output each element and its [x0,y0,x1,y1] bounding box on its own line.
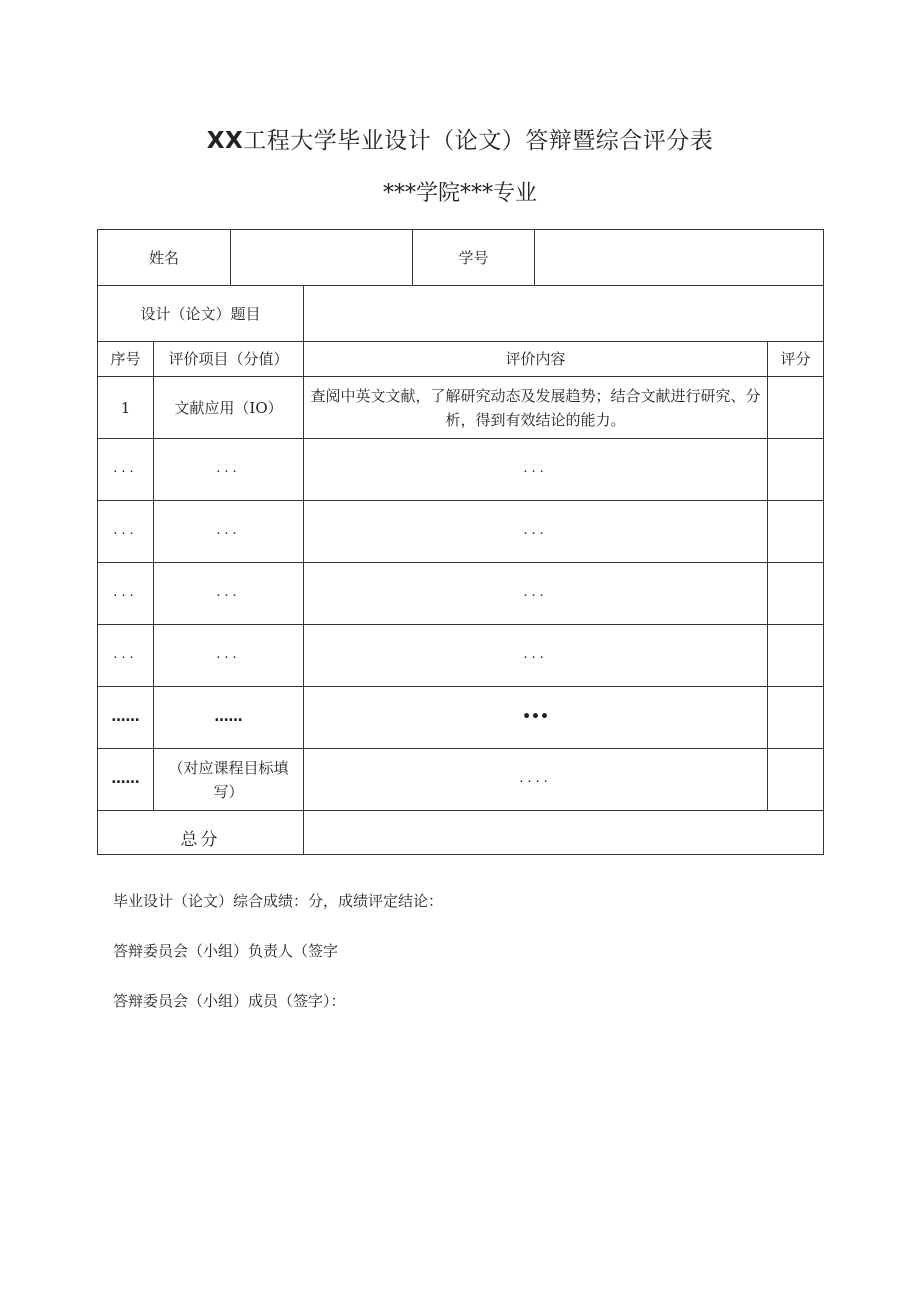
row-content: ... [304,439,768,501]
committee-head-signature-line: 答辩委员会（小组）负责人（签字 [113,942,339,960]
row-item: ... [154,625,304,687]
row-score-cell[interactable] [768,625,824,687]
topic-row [98,286,824,342]
row-number: ... [98,501,154,563]
row-score-cell[interactable] [768,563,824,625]
column-header-row [98,342,824,377]
row-item: （对应课程目标填写） [154,749,304,811]
title-text: 工程大学毕业设计（论文）答辩暨综合评分表 [243,128,714,154]
row-number: …… [98,687,154,749]
comprehensive-score-line: 毕业设计（论文）综合成绩：分，成绩评定结论： [113,892,444,910]
row-item: …… [154,687,304,749]
table-row [98,687,824,749]
header-score: 评分 [768,342,824,377]
topic-label: 设计（论文）题目 [98,286,304,342]
topic-value-cell[interactable] [304,286,824,342]
row-number: 1 [98,377,154,439]
row-number: ... [98,563,154,625]
score-table [97,229,824,855]
row-content: ••• [304,687,768,749]
row-number: …… [98,749,154,811]
table-row [98,377,824,439]
table-row [98,439,824,501]
header-item: 评价项目（分值） [154,342,304,377]
row-item: ... [154,439,304,501]
header-number: 序号 [98,342,154,377]
row-content: ... [304,501,768,563]
row-content: ... [304,563,768,625]
row-score-cell[interactable] [768,377,824,439]
student-info-row [98,230,824,286]
row-score-cell[interactable] [768,687,824,749]
row-content: ... [304,625,768,687]
row-content: .... [304,749,768,811]
name-value-cell[interactable] [231,230,413,286]
total-label: 总分 [98,811,304,855]
table-row [98,625,824,687]
row-score-cell[interactable] [768,501,824,563]
committee-members-signature-line: 答辩委员会（小组）成员（签字）： [113,992,346,1010]
header-content: 评价内容 [304,342,768,377]
total-value-cell[interactable] [304,811,824,855]
name-label: 姓名 [98,230,231,286]
page-title [0,122,920,155]
total-row [98,811,824,855]
row-item: ... [154,501,304,563]
student-id-label: 学号 [413,230,535,286]
row-number: ... [98,625,154,687]
student-id-value-cell[interactable] [535,230,824,286]
title-prefix: XX [206,128,244,154]
page-subtitle: ***学院***专业 [382,181,537,206]
row-number: ... [98,439,154,501]
row-score-cell[interactable] [768,439,824,501]
table-row [98,501,824,563]
row-item: ... [154,563,304,625]
table-row [98,749,824,811]
row-content: 查阅中英文文献，了解研究动态及发展趋势；结合文献进行研究、分析，得到有效结论的能力。 [304,377,768,439]
table-row [98,563,824,625]
row-score-cell[interactable] [768,749,824,811]
row-item: 文献应用（IO） [154,377,304,439]
